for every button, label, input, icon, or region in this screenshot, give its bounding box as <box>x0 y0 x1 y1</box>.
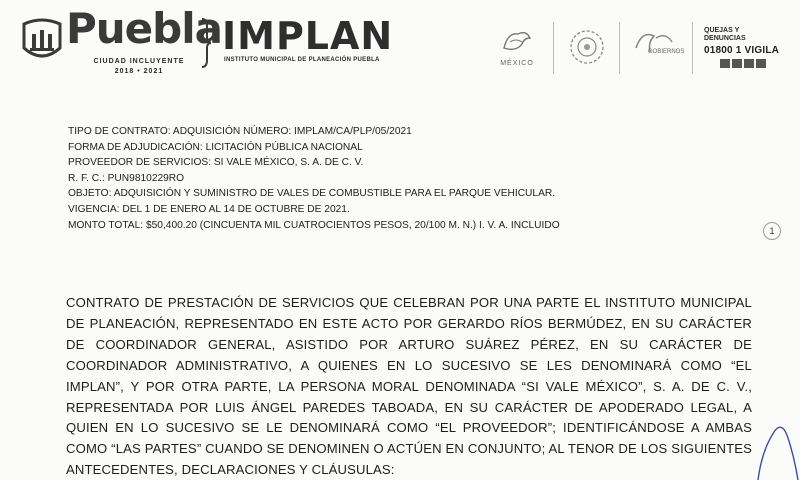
objeto-value: ADQUISICIÓN Y SUMINISTRO DE VALES DE COMBUSTIBLE PARA EL PARQUE VEHICULAR. <box>113 188 556 200</box>
puebla-tagline: CIUDAD INCLUYENTE <box>93 58 185 65</box>
contract-preamble: CONTRATO DE PRESTACIÓN DE SERVICIOS QUE CELEBRAN POR UNA PARTE EL INSTITUTO MUNICIPAL DE PLANEACIÓN, REPRESENTADO EN ESTE ACTO POR GERARDO RÍOS BERMÚDEZ, EN SU CARÁCTER DE COORDINADOR GENERAL, ASISTIDO POR ARTURO SUÁREZ PÉREZ, EN SU CARÁCTER DE COORDINADOR ADMINISTRATIVO, A QUIENES EN LO SUCESIVO SE LES DENOMINARÁ COMO “EL IMPLAN”, Y POR OTRA PARTE, LA PERSONA MORAL DENOMINADA “SI VALE MÉXICO”, S. A. DE C. V., REPRESENTADA POR LUIS ÁNGEL PAREDES TABOADA, EN SU CARÁCTER DE APODERADO LEGAL, A QUIEN EN LO SUCESIVO SE LE DENOMINARÁ COMO “EL PROVEEDOR”; IDENTIFICÁNDOSE A AMBAS COMO “LAS PARTES” CUANDO SE DENOMINEN O ACTÚEN EN CONJUNTO; AL TENOR DE LOS SIGUIENTES ANTECEDENTES, DECLARACIONES Y CLÁUSULAS: <box>66 295 752 478</box>
summary-row-objeto <box>68 186 628 202</box>
web-icon <box>756 59 766 68</box>
contract-summary <box>68 124 628 233</box>
summary-row-monto <box>68 218 628 234</box>
summary-row-proveedor <box>68 155 628 171</box>
forma-label: FORMA DE ADJUDICACIÓN: <box>68 141 203 153</box>
vigencia-label: VIGENCIA: <box>68 203 120 215</box>
proveedor-value: SI VALE MÉXICO, S. A. DE C. V. <box>213 157 364 169</box>
brace-divider-icon <box>198 18 212 68</box>
facebook-icon <box>720 59 730 68</box>
monto-value: $50,400.20 (CINCUENTA MIL CUATROCIENTOS PESOS, 20/100 M. N.) I. V. A. INCLUIDO <box>145 219 560 231</box>
social-icons <box>720 59 770 68</box>
seal-icon <box>568 28 606 66</box>
rfc-label: R. F. C.: <box>68 172 105 184</box>
quejas-denuncias-label <box>704 27 746 43</box>
summary-row-tipo <box>68 124 628 140</box>
puebla-years: 2018 • 2021 <box>114 68 164 75</box>
header-divider <box>619 22 620 74</box>
summary-row-rfc <box>68 171 628 187</box>
quejas-line2: DENUNCIAS <box>704 35 746 42</box>
forma-value: LICITACIÓN PÚBLICA NACIONAL <box>205 141 363 153</box>
puebla-wordmark: Puebla <box>66 4 222 53</box>
page-number: 1 <box>763 222 781 240</box>
header-divider <box>553 22 554 74</box>
mexico-label: MÉXICO <box>500 60 534 67</box>
vigila-phone: 01800 1 VIGILA <box>704 45 780 56</box>
implan-subtitle: INSTITUTO MUNICIPAL DE PLANEACIÓN PUEBLA <box>224 57 380 63</box>
signature-stroke-icon <box>748 380 800 480</box>
gobiernos-label: GOBIERNOS <box>648 49 685 55</box>
header-divider <box>692 22 693 74</box>
summary-row-vigencia <box>68 202 628 218</box>
instagram-icon <box>744 59 754 68</box>
implan-wordmark: IMPLAN <box>222 14 394 58</box>
puebla-shield-icon <box>22 18 62 62</box>
twitter-icon <box>732 59 742 68</box>
tipo-value: ADQUISICIÓN NÚMERO: IMPLAM/CA/PLP/05/2021 <box>172 126 412 137</box>
proveedor-label: PROVEEDOR DE SERVICIOS: <box>68 157 212 169</box>
monto-label: MONTO TOTAL: <box>68 219 144 231</box>
mexico-eagle-icon <box>496 26 538 56</box>
vigencia-value: DEL 1 DE ENERO AL 14 DE OCTUBRE DE 2021. <box>122 203 350 215</box>
objeto-label: OBJETO: <box>68 188 112 200</box>
quejas-line1: QUEJAS Y <box>704 27 740 34</box>
tipo-label: TIPO DE CONTRATO: <box>68 126 171 137</box>
rfc-value: PUN9810229RO <box>107 172 185 184</box>
summary-row-forma <box>68 140 628 156</box>
letterhead <box>0 0 800 92</box>
